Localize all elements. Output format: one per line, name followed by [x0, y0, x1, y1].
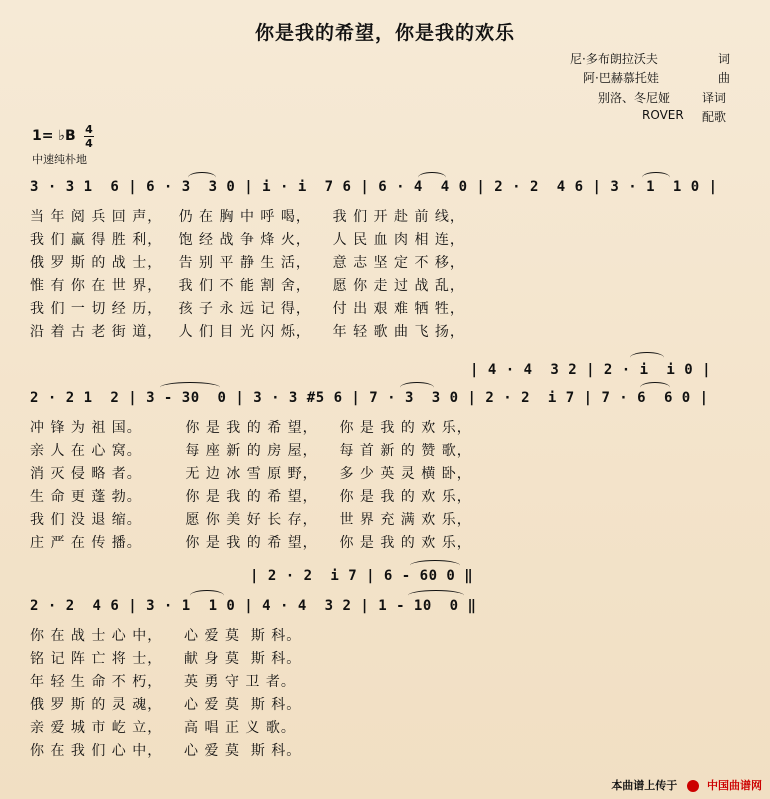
- lyric-line: 铭 记 阵 亡 将 士， 献 身 莫 斯 科。: [30, 651, 302, 667]
- lyric-line: 惟 有 你 在 世 界， 我 们 不 能 割 舍， 愿 你 走 过 战 乱，: [30, 278, 465, 294]
- site-name-link[interactable]: 中国曲谱网: [707, 779, 762, 792]
- lyric-line: 生 命 更 蓬 勃。 你 是 我 的 希 望， 你 是 我 的 欢 乐，: [30, 489, 472, 505]
- footer-text: 本曲谱上传于: [611, 779, 678, 792]
- lyric-line: 我 们 没 退 缩。 愿 你 美 好 长 存， 世 界 充 满 欢 乐，: [30, 512, 472, 528]
- time-signature: [84, 124, 94, 149]
- lyric-line: 我 们 赢 得 胜 利， 饱 经 战 争 烽 火， 人 民 血 肉 相 连，: [30, 232, 465, 248]
- lyric-line: 亲 爱 城 市 屹 立， 高 唱 正 义 歌。: [30, 720, 296, 736]
- lyric-line: 我 们 一 切 经 历， 孩 子 永 远 记 得， 付 出 艰 难 牺 牲，: [30, 301, 465, 317]
- notation-line: 2 · 2 1 2 | 3 - 30 0 | 3 · 3 #5 6 | 7 · 3 3 0 | 2 · 2 i 7 | 7 · 6 6 0 |: [30, 390, 709, 406]
- translator-name: 别洛、冬尼娅: [598, 91, 671, 105]
- volta-line: | 4 · 4 3 2 | 2 · i i 0 |: [470, 362, 712, 378]
- lyric-line: 俄 罗 斯 的 灵 魂， 心 爱 莫 斯 科。: [30, 697, 302, 713]
- lyricist-role: 词: [718, 52, 731, 66]
- tempo-marking: 中速纯朴地: [32, 153, 87, 166]
- lyric-line: 年 轻 生 命 不 朽， 英 勇 守 卫 者。: [30, 674, 296, 690]
- slur: [630, 352, 664, 363]
- time-sig-top: 4: [85, 123, 93, 136]
- volta-line: | 2 · 2 i 7 | 6 - 60 0 ‖: [250, 568, 474, 584]
- song-title: 你是我的希望，你是我的欢乐: [254, 22, 515, 44]
- translator-role: 译词: [702, 91, 727, 105]
- lyric-line: 你 在 我 们 心 中， 心 爱 莫 斯 科。: [30, 743, 302, 759]
- lyric-line: 庄 严 在 传 播。 你 是 我 的 希 望， 你 是 我 的 欢 乐，: [30, 535, 472, 551]
- slur: [410, 560, 460, 571]
- arranger-name: ROVER: [642, 108, 684, 122]
- lyric-line: 消 灭 侵 略 者。 无 边 冰 雪 原 野， 多 少 英 灵 横 卧，: [30, 466, 472, 482]
- lyric-line: 沿 着 古 老 街 道， 人 们 目 光 闪 烁， 年 轻 歌 曲 飞 扬，: [30, 324, 465, 340]
- lyric-line: 亲 人 在 心 窝。 每 座 新 的 房 屋， 每 首 新 的 赞 歌，: [30, 443, 472, 459]
- key-signature: 1= ♭B: [32, 128, 76, 144]
- composer-role: 曲: [718, 71, 731, 85]
- upload-footer: [611, 777, 762, 793]
- notation-line: 2 · 2 4 6 | 3 · 1 1 0 | 4 · 4 3 2 | 1 - 10 0 ‖: [30, 598, 477, 614]
- lyric-line: 当 年 阅 兵 回 声， 仍 在 胸 中 呼 喝， 我 们 开 赴 前 线，: [30, 209, 465, 225]
- lyricist-name: 尼·多布朗拉沃夫: [570, 52, 658, 66]
- composer-name: 阿·巴赫慕托娃: [583, 71, 659, 85]
- lyric-line: 冲 锋 为 祖 国。 你 是 我 的 希 望， 你 是 我 的 欢 乐，: [30, 420, 472, 436]
- time-sig-bottom: 4: [85, 137, 93, 150]
- notation-line: 3 · 3 1 6 | 6 · 3 3 0 | i · i 7 6 | 6 · 4 4 0 | 2 · 2 4 6 | 3 · 1 1 0 |: [30, 179, 718, 195]
- arranger-role: 配歌: [702, 110, 727, 124]
- site-logo-icon: [687, 780, 699, 792]
- lyric-line: 你 在 战 士 心 中， 心 爱 莫 斯 科。: [30, 628, 302, 644]
- lyric-line: 俄 罗 斯 的 战 士， 告 别 平 静 生 活， 意 志 坚 定 不 移，: [30, 255, 465, 271]
